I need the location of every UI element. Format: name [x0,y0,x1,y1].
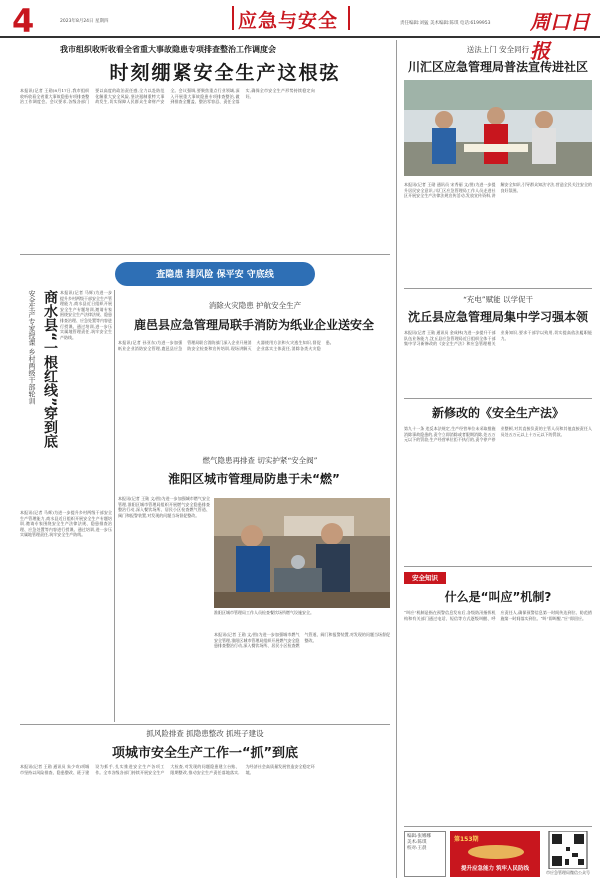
ad-issue-number: 第153期 [454,836,479,843]
article1-kicker: 我市组织收听收看全省重大事故隐患专项排查整治工作调度会 [60,45,276,54]
ad-emblem [468,845,524,859]
community-outreach-illustration [404,80,592,176]
article4-body: 本报讯(记者 王勋 文/图)为进一步加强城市燃气安全管理,淮阳区城市管理局组织开展燃气安全隐患排查整治行动,深入餐饮场所、居民小区检查燃气管道、阀门和报警装置,对发现的问题当场督促整改。 [118,496,210,518]
article7-title: 沈丘县应急管理局集中学习强本领 [407,310,588,324]
article1-title: 时刻绷紧安全生产这根弦 [109,62,341,84]
article3-kicker: 消除火灾隐患 护航安全生产 [208,301,302,310]
article3-title: 鹿邑县应急管理局联手消防为纸业企业送安全 [133,318,374,332]
article5-kicker: 抓风险排查 抓隐患整改 抓班子建设 [146,729,264,738]
ad-slogan: 提升应急能力 筑牢人民防线 [461,866,529,872]
article2-column-label: 安全生产专家授课 乡村两级干部轮训 [28,290,36,405]
article2-body: 本报讯(记者 马辉)为进一步提升乡村两级干部安全生产管理能力,商水县近日组织开展安全生产专题培训,邀请专家围绕安全生产法律法规、隐患排查治理、应急处置等内容进行授课。通过培训,进一步压实属地管理责任,筑牢安全生产防线。 [60,290,112,340]
article4-title: 淮阳区城市管理局防患于未“燃” [168,472,340,486]
photo-caption: 淮阳区城市管理局工作人员检查餐饮场所燃气设施安全。 [214,610,314,615]
article5-title: 项城市安全生产工作一“抓”到底 [111,746,299,761]
right-column-divider [396,40,397,878]
footer-info-box: 编辑:张娜娜 美术:陈琪 校对:王晨 [404,831,446,877]
article7-kicker: “充电”赋能 以学促干 [462,295,534,304]
qr-code-graphic [544,831,592,869]
article2-body-continued: 本报讯(记者 马辉)为进一步提升乡村两级干部安全生产管理能力,商水县近日组织开展安全生产专题培训,邀请专家围绕安全生产法律法规、隐患排查治理、应急处置等内容进行授课。通过培训,进一步压实属地管理责任,筑牢安全生产防线。 [20,510,112,538]
divider-line [404,566,592,567]
article8-body: 第九十一条 违反本法规定,生产经营单位未采取措施消除事故隐患的,责令立即消除或者限期消除,处五万元以下的罚款;生产经营单位拒不执行的,责令停产停业整顿,对其直接负责的主管人员和其他直接责任人员处五万元以上十万元以下的罚款。 [404,426,592,443]
newspaper-logo: 周口日报 [530,10,590,63]
gas-inspection-illustration [214,498,390,608]
article5-body: 本报讯(记者 王勋 通讯员 朱少奇)项城市坚持以风险排查、隐患整改、班子建设为抓手,扎实推进安全生产各项工作。全市各级各部门持续开展安全生产大检查,对发现的问题隐患建立台账、限期整改,推动安全生产责任落地落实,为经济社会高质量发展营造安全稳定环境。 [20,764,315,775]
knowledge-title: 什么是“叫应”机制? [444,590,552,604]
column-divider [114,290,115,722]
issue-date: 2023年8月24日 星期四 [60,19,109,24]
qr-code [544,831,592,869]
slogan-banner [115,262,315,286]
article7-body: 本报讯(记者 王勋 通讯员 金成林)为进一步提升干部队伍业务能力,沈丘县应急管理局近日组织全体干部集中学习新修改的《安全生产法》和应急管理相关业务知识,要求干部学以致用,切实提高依法履职能力。 [404,330,592,347]
article2-title-column [20,290,56,530]
community-outreach-photo [404,80,592,176]
editor-info: 责任编辑:刘猛 美术编辑:陈琪 电话:6199953 [400,21,491,26]
divider-line [404,288,592,289]
article6-body: 本报讯(记者 王勋 通讯员 宋秀丽 文/图)为进一步提升居民安全意识,川汇区应急管理局工作人员走进社区开展安全生产法律法规宣传活动,发放宣传资料,讲解安全知识,引导群众知法守法,营造全民关注安全的良好氛围。 [404,182,592,199]
divider-line [20,254,390,255]
section-divider-right [348,6,350,30]
gas-inspection-photo [214,498,390,608]
article3-body: 本报讯(记者 孙亚东)为进一步加强纸业企业消防安全管理,鹿邑县应急管理局联合消防部门深入企业开展消防安全检查和宣传培训,现场讲解灭火器使用方法和火灾逃生知识,督促企业落实主体责任,消除各类火灾隐患。 [118,340,334,351]
article2-title: 商水县“一根红线”穿到底 [42,290,58,449]
page-number: 4 [12,2,35,40]
knowledge-tag: 安全知识 [404,572,446,584]
article8-title: 新修改的《安全生产法》 [431,406,564,420]
divider-line [404,398,592,399]
article6-kicker: 送法上门 安全同行 [466,45,530,54]
article1-body: 本报讯(记者 王勋)8月17日,我市组织收听收看全省重大事故隐患专项排查整治工作调度会。会议要求,各级各部门要以高度的政治责任感,全力以赴防范化解重大安全风险,坚决遏制重特大事故发生,切实保障人民群众生命财产安全。会议强调,要聚焦重点行业领域,深入开展重大事故隐患专项排查整治,做到排查全覆盖、整治零容忍、责任全落实,确保全市安全生产形势持续稳定向好。 [20,88,315,105]
article4-body-continued: 本报讯(记者 王勋 文/图)为进一步加强城市燃气安全管理,淮阳区城市管理局组织开展燃气安全隐患排查整治行动,深入餐饮场所、居民小区检查燃气管道、阀门和报警装置,对发现的问题当场督促整改。 [214,632,390,649]
divider-line [404,826,592,827]
section-title: 应急与安全 [238,10,339,32]
divider-line-bottom [20,724,390,725]
footer-ad [450,831,540,877]
qr-caption: 市应急管理局微信公众号 [546,870,590,875]
article4-kicker: 燃气隐患再排查 切实护紧“安全阀” [202,456,318,465]
knowledge-body: “叫应”机制是指在预警信息发布后,各级防汛指挥机构和有关部门通过电话、短信等方式逐级叫醒、呼应责任人,确保预警信息第一时间传达到位、防范措施第一时间落实到位。“叫”即叫醒,“应”即回应。 [404,610,592,621]
article6-title: 川汇区应急管理局普法宣传进社区 [407,60,588,74]
section-divider-left [232,6,234,30]
slogan-text: 查隐患 排风险 保平安 守底线 [156,270,274,280]
